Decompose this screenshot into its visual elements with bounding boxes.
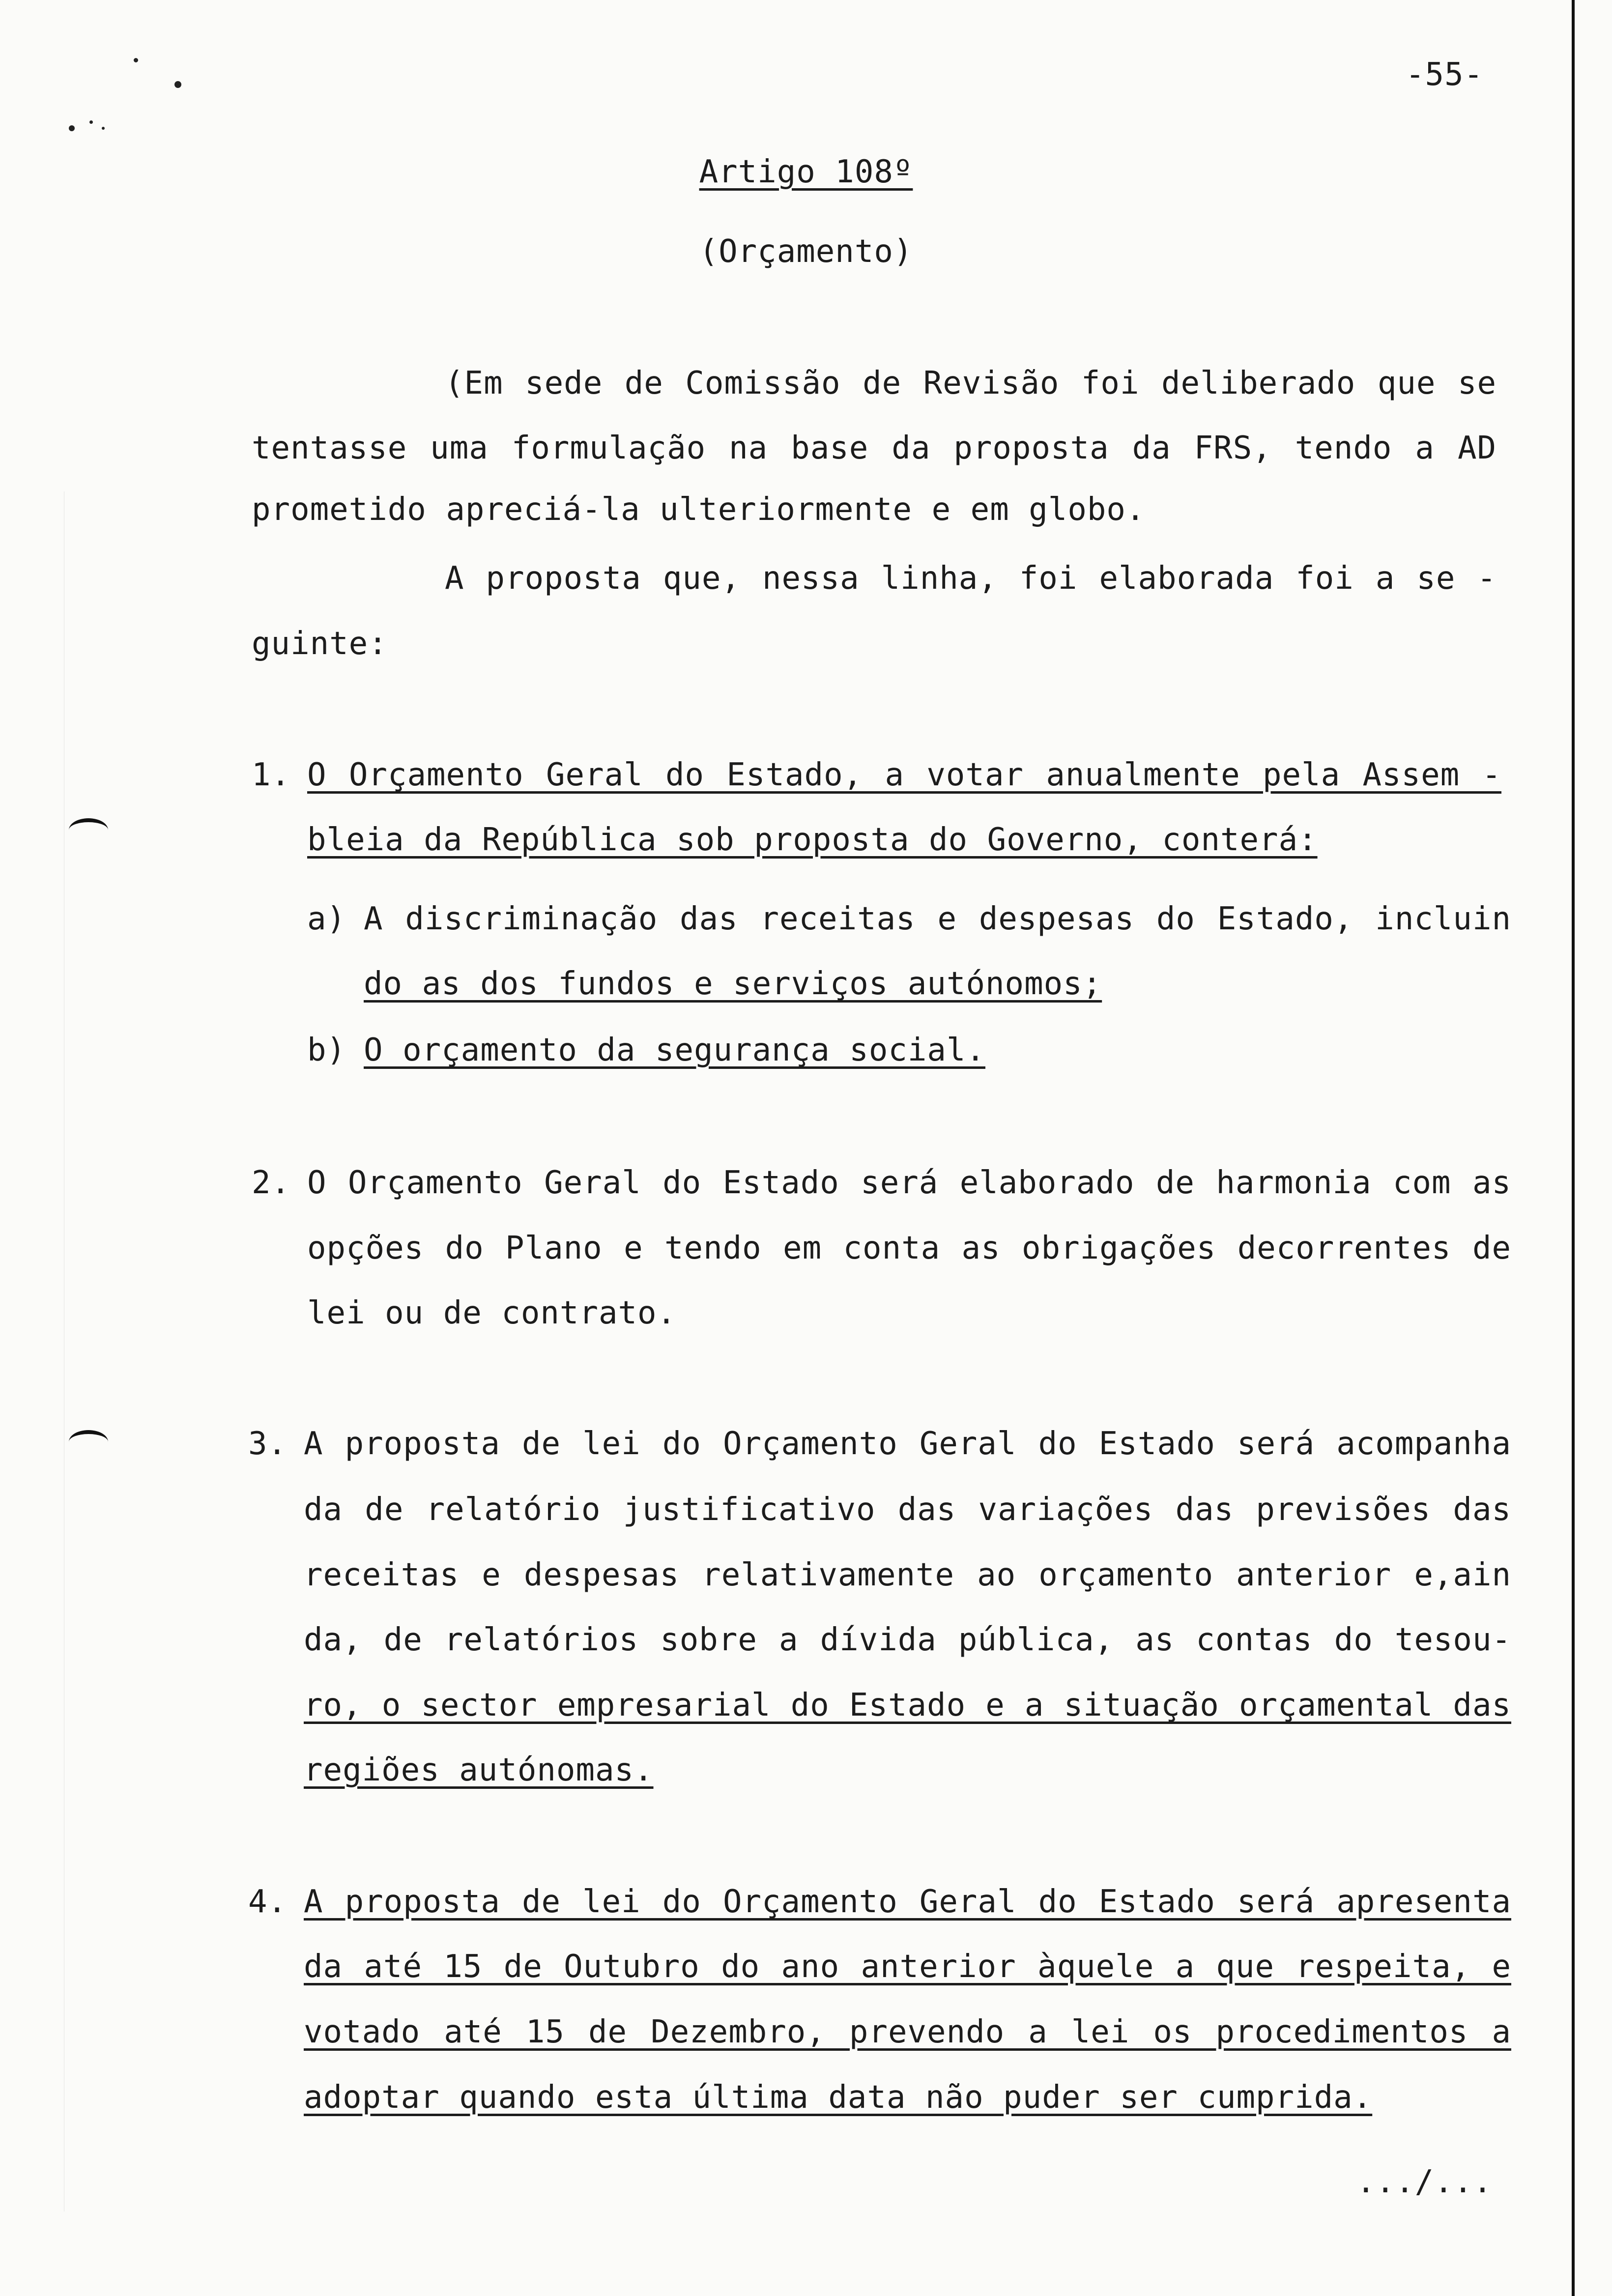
item-1a-line: do as dos fundos e serviços autónomos; bbox=[364, 966, 1102, 1002]
ink-speck bbox=[134, 58, 138, 62]
ink-speck bbox=[69, 125, 75, 131]
item-1-line: bleia da República sob proposta do Governo, conterá: bbox=[307, 822, 1318, 858]
item-number: 3. bbox=[248, 1426, 288, 1462]
item-3-line: da de relatório justificativo das variações das previsões das bbox=[304, 1492, 1511, 1528]
item-1-line: O Orçamento Geral do Estado, a votar anualmente pela Assem - bbox=[307, 757, 1501, 793]
item-1b-line: O orçamento da segurança social. bbox=[364, 1032, 985, 1068]
item-number: 1. bbox=[252, 757, 291, 793]
ink-speck bbox=[102, 127, 105, 130]
item-4-line: A proposta de lei do Orçamento Geral do Estado será apresenta bbox=[304, 1884, 1511, 1920]
intro-line: (Em sede de Comissão de Revisão foi deliberado que se bbox=[445, 365, 1497, 402]
ink-speck bbox=[89, 120, 93, 124]
intro-line: A proposta que, nessa linha, foi elaborada foi a se - bbox=[445, 560, 1497, 597]
item-3-line: regiões autónomas. bbox=[304, 1752, 654, 1788]
item-3-line: A proposta de lei do Orçamento Geral do Estado será acompanha bbox=[304, 1426, 1511, 1462]
item-number: 2. bbox=[252, 1165, 291, 1201]
item-1a-line: A discriminação das receitas e despesas do Estado, incluin bbox=[364, 901, 1511, 937]
intro-line: prometido apreciá-la ulteriormente e em globo. bbox=[252, 491, 1146, 528]
continuation-mark: .../... bbox=[1356, 2164, 1493, 2200]
item-2-line: O Orçamento Geral do Estado será elaborado de harmonia com as bbox=[307, 1165, 1511, 1201]
binding-mark bbox=[69, 818, 108, 842]
item-2-line: lei ou de contrato. bbox=[307, 1295, 677, 1331]
ink-speck bbox=[174, 81, 181, 88]
item-1b-label: b) bbox=[307, 1032, 346, 1068]
article-subtitle: (Orçamento) bbox=[699, 233, 913, 270]
intro-line: guinte: bbox=[252, 626, 388, 662]
item-3-line: da, de relatórios sobre a dívida pública, as contas do tesou- bbox=[304, 1622, 1511, 1658]
item-4-line: votado até 15 de Dezembro, prevendo a lei os procedimentos a bbox=[304, 2014, 1511, 2050]
item-4-line: da até 15 de Outubro do ano anterior àquele a que respeita, e bbox=[304, 1949, 1511, 1985]
item-3-line: receitas e despesas relativamente ao orçamento anterior e,ain bbox=[304, 1557, 1511, 1593]
item-2-line: opções do Plano e tendo em conta as obrigações decorrentes de bbox=[307, 1230, 1511, 1266]
item-3-line: ro, o sector empresarial do Estado e a situação orçamental das bbox=[304, 1687, 1511, 1723]
binding-mark bbox=[69, 1430, 108, 1454]
item-number: 4. bbox=[248, 1884, 288, 1920]
intro-line: tentasse uma formulação na base da proposta da FRS, tendo a AD bbox=[252, 430, 1497, 466]
item-1a-label: a) bbox=[307, 901, 346, 937]
article-title: Artigo 108º bbox=[699, 154, 913, 190]
page-number: -55- bbox=[1406, 57, 1484, 93]
item-4-line: adoptar quando esta última data não puder ser cumprida. bbox=[304, 2079, 1373, 2116]
page-edge-rule bbox=[1572, 0, 1575, 2296]
